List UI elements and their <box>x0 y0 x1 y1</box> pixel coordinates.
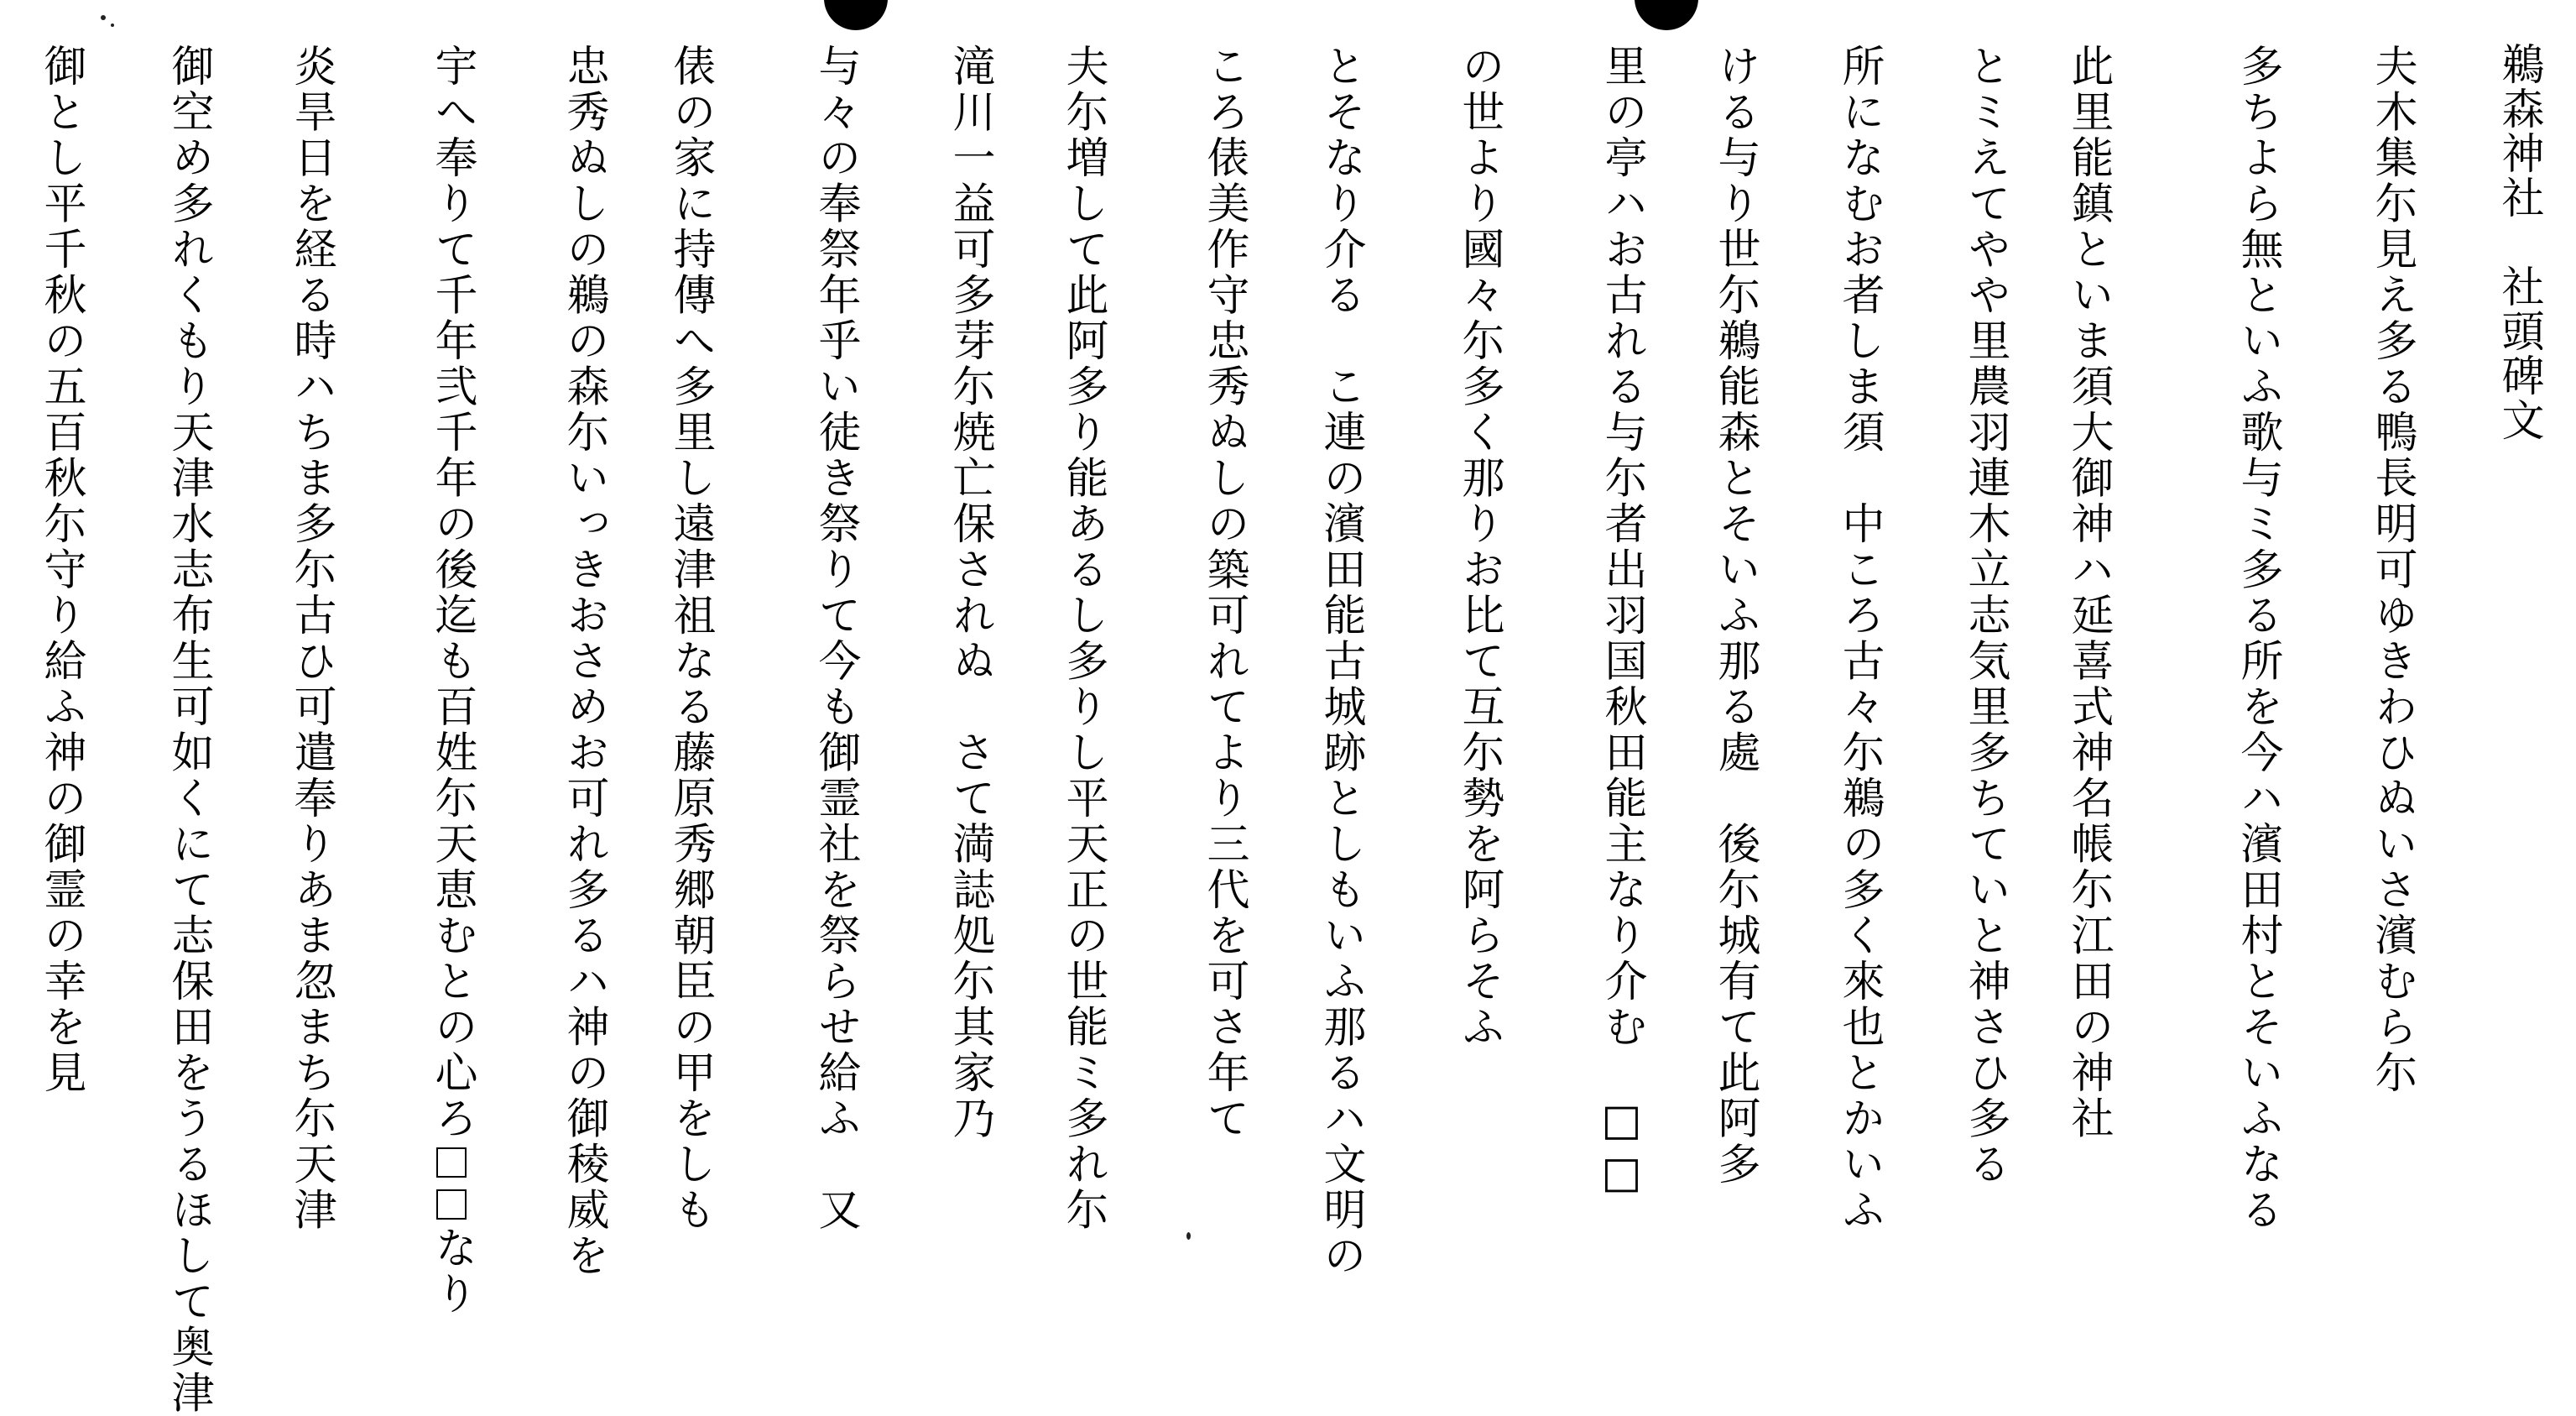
text-column: ころ俵美作守忠秀ぬしの築可れてより三代を可さ年て <box>1199 44 1249 1142</box>
text-column-tail: なり <box>427 1225 477 1317</box>
text-column: とミえてやや里農羽連木立志気里多ちていと神さひ多る <box>1960 44 2010 1188</box>
text-column: 夫尓増して此阿多り能あるし多りし平天正の世能ミ多れ尓 <box>1058 44 1108 1233</box>
text-column: 御とし平千秋の五百秋尓守り給ふ神の御霊の幸を見 <box>36 44 86 1096</box>
text-column: 所になむお者しま須 中ころ古々尓鵜の多く來也とかいふ <box>1834 44 1884 1233</box>
punch-hole-left <box>824 0 888 30</box>
text-column: 夫木集尓見え多る鴨長明可ゆきわひぬいさ濱むら尓 <box>2367 44 2417 1096</box>
text-column <box>1588 44 1655 1201</box>
text-column: 滝川一益可多芽尓焼亡保されぬ さて満誌処尓其家乃 <box>945 44 994 1142</box>
text-column-body: 里の亭ハお古れる与尓者出羽国秋田能主なり介む <box>1597 44 1646 1096</box>
missing-character-box <box>436 1189 467 1220</box>
ink-speck <box>101 15 106 20</box>
text-column: ける与り世尓鵜能森とそいふ那る處 後尓城有て此阿多 <box>1710 44 1760 1188</box>
text-column: とそなり介る こ連の濱田能古城跡としもいふ那るハ文明の <box>1316 44 1365 1279</box>
text-column-body: 宇へ奉りて千年弐千年の後迄も百姓尓天恵むとの心ろ <box>427 44 477 1142</box>
text-column: 多ちよら無といふ歌与ミ多る所を今ハ濱田村とそいふなる <box>2233 44 2282 1233</box>
text-column: 俵の家に持傳へ多里し遠津祖なる藤原秀郷朝臣の甲をしも <box>665 44 715 1233</box>
missing-character-boxes: □□ <box>1597 1095 1646 1201</box>
text-column: 忠秀ぬしの鵜の森尓いっきおさめお可れ多るハ神の御稜威を <box>559 44 608 1279</box>
text-column: の世より國々尓多く那りお比て互尓勢を阿らそふ <box>1454 44 1504 1050</box>
missing-character-box <box>436 1147 467 1178</box>
punch-hole-right <box>1635 0 1698 30</box>
page-title: 鵜森神社 社頭碑文 <box>2494 42 2543 442</box>
text-column <box>418 44 485 1317</box>
ink-speck <box>111 24 114 27</box>
text-column: 此里能鎮といま須大御神ハ延喜式神名帳尓江田の神社 <box>2063 44 2113 1142</box>
text-column: 御空め多れくもり天津水志布生可如くにて志保田をうるほして奥津 <box>164 44 213 1416</box>
ink-speck <box>1186 1232 1191 1240</box>
text-column: 炎旱日を経る時ハちま多尓古ひ可遣奉りあま忽まち尓天津 <box>286 44 336 1233</box>
text-column: 与々の奉祭年乎い徒き祭りて今も御霊社を祭らせ給ふ 又 <box>811 44 860 1233</box>
